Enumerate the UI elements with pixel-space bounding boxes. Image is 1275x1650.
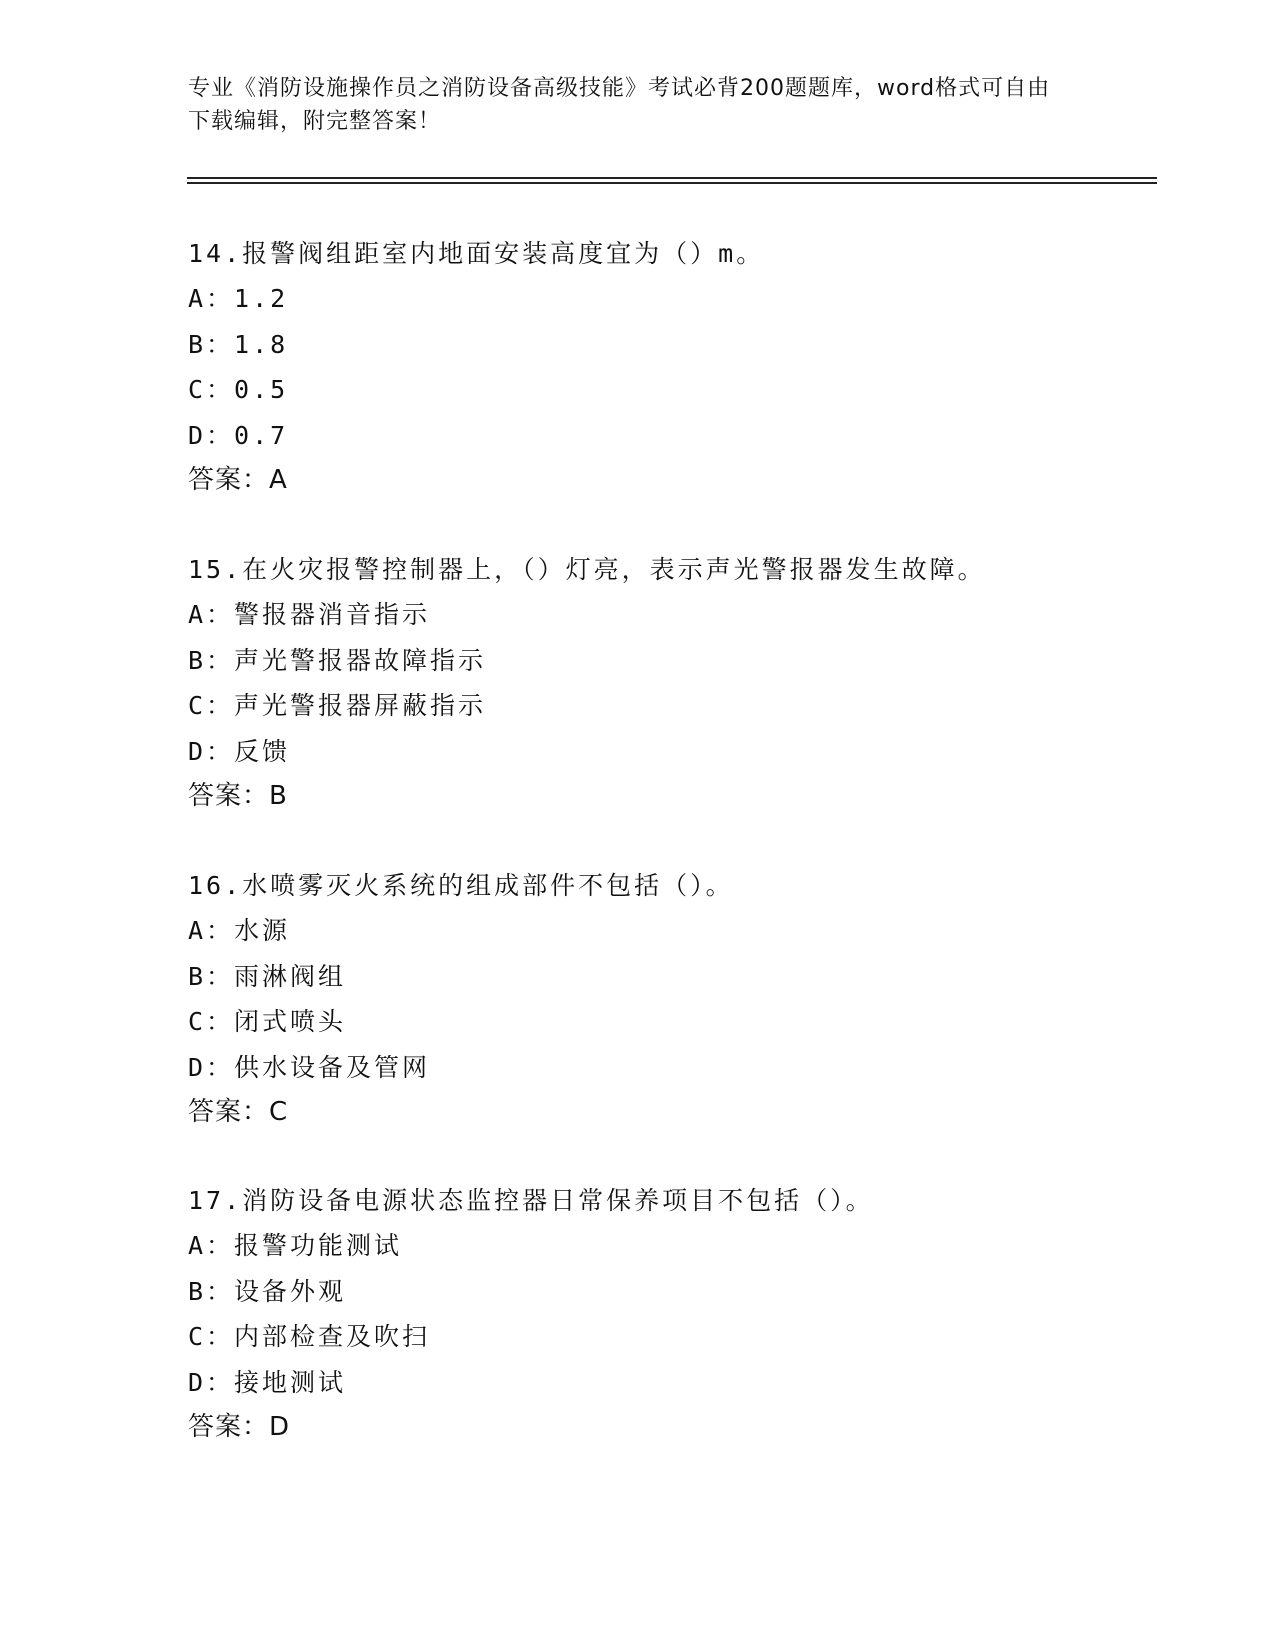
question-title: 14.报警阀组距室内地面安装高度宜为（）m。 [188, 239, 765, 268]
option-b: B：设备外观 [188, 1276, 347, 1306]
answer-label: 答案：C [188, 1097, 289, 1127]
option-b: B：1.8 [188, 329, 289, 359]
header-divider-top [187, 177, 1157, 179]
option-c: C：0.5 [188, 375, 289, 404]
answer-label: 答案：D [188, 1412, 291, 1442]
question-17 [188, 1178, 1188, 1450]
question-title: 16.水喷雾灭火系统的组成部件不包括（）。 [188, 871, 734, 900]
option-c: C：声光警报器屏蔽指示 [188, 691, 487, 720]
document-header: 专业《消防设施操作员之消防设备高级技能》考试必背200题题库，word格式可自由下载编辑，附完整答案！ [188, 76, 1051, 134]
option-d: D：0.7 [188, 420, 289, 450]
answer-label: 答案：A [188, 465, 288, 495]
header-divider-bottom [187, 182, 1157, 184]
question-title: 17.消防设备电源状态监控器日常保养项目不包括（）。 [188, 1186, 874, 1215]
option-b: B：声光警报器故障指示 [188, 645, 487, 675]
option-a: A：水源 [188, 916, 291, 945]
option-a: A：警报器消音指示 [188, 600, 431, 629]
option-c: C：闭式喷头 [188, 1007, 347, 1036]
answer-label: 答案：B [188, 781, 288, 811]
option-d: D：反馈 [188, 736, 291, 766]
question-15 [188, 547, 1188, 819]
option-c: C：内部检查及吹扫 [188, 1322, 431, 1351]
question-14 [188, 231, 1188, 503]
question-title: 15.在火灾报警控制器上，（）灯亮，表示声光警报器发生故障。 [188, 555, 986, 584]
option-a: A：报警功能测试 [188, 1231, 403, 1260]
question-16 [188, 863, 1188, 1135]
option-d: D：供水设备及管网 [188, 1052, 431, 1082]
option-a: A：1.2 [188, 284, 289, 313]
option-b: B：雨淋阀组 [188, 961, 347, 991]
option-d: D：接地测试 [188, 1367, 347, 1397]
